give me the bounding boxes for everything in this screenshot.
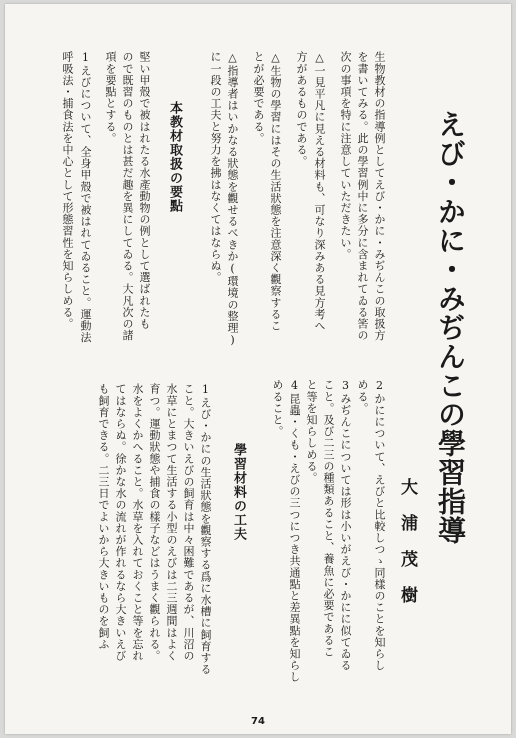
materials-line-1: 1えび・かにの生活狀態を觀察する爲に水槽に飼育する xyxy=(199,383,212,675)
intro-line-5: 方があるものである。 xyxy=(295,51,308,167)
key-points-line-1: 堅い甲殼で被はれたる水產動物の例として選ばれたも xyxy=(138,51,151,330)
page-number: 74 xyxy=(251,716,265,727)
author-name: 大浦茂樹 xyxy=(397,478,417,622)
intro-line-6: △生物の學習にはその生活狀態を注意深く觀察するこ xyxy=(269,51,282,332)
key-points-line-5: 呼吸法・捕食法を中心として形態習性を知らしめる。 xyxy=(61,51,74,330)
points-continued-7: めること。 xyxy=(271,379,284,437)
key-points-line-4: 1えびについて、全身甲殼で被はれてゐること。運動法 xyxy=(79,51,92,343)
materials-line-6: てはならぬ。徐かな水の流れが作れるなら大きいえび xyxy=(114,383,127,662)
points-continued-1: 2かにについて、えびと比較しつゝ同樣のことを知らし xyxy=(373,379,386,671)
points-continued-4: こと。及び二三の種類あること、養魚に必要であるこ xyxy=(322,379,335,658)
section-heading-key-points: 本教材取扱の要點 xyxy=(167,101,182,213)
intro-line-3: 次の事項を特に注意していただきたい。 xyxy=(339,51,352,260)
intro-line-4: △一見平凡に見える材料も、可なり深みある見方考へ xyxy=(313,51,326,332)
intro-line-8: △指導者はいかなる狀態を觀せるべきか(環境の整理) xyxy=(226,51,239,347)
key-points-line-2: ので既習のものとは甚だ趣を異にしてゐる。大凡次の諸 xyxy=(121,51,134,341)
intro-line-9: に一段の工夫と努力を拂はなくてはならぬ。 xyxy=(209,51,222,283)
article-title: えび・かに・みぢんこの學習指導 xyxy=(434,110,467,545)
intro-line-2: を書いてみる。此の學習例中に多分に含まれてゐる筈の xyxy=(356,51,369,341)
materials-line-7: も飼育できる。二三日でよいから大きいものを飼ふ xyxy=(97,383,110,650)
key-points-line-3: 項を要點とする。 xyxy=(104,51,117,144)
materials-line-3: 水草にとまつて生活する小型のえびは二三週間はよく xyxy=(165,383,178,662)
points-continued-6: 4昆蟲・くも・えびの三つにつき共通點と差異點を知らし xyxy=(288,379,301,683)
materials-line-2: こと。大きいえびの飼育は中々困難であるが、川沼の xyxy=(182,383,195,662)
materials-line-4: 育つ。運動狀態や捕食の樣子などはうまく觀られる。 xyxy=(148,383,161,662)
points-continued-3: 3みぢんこについては形は小いがえび・かにに似てゐる xyxy=(339,379,352,671)
materials-line-5: 水をよくかへること。水草を入れておくこと等を忘れ xyxy=(131,383,144,662)
points-continued-2: める。 xyxy=(356,379,369,414)
intro-line-1: 生物教材の指導例としてえび・かに・みぢんこの取扱方 xyxy=(373,51,386,341)
section-heading-materials: 學習材料の工夫 xyxy=(231,443,246,541)
intro-line-7: とが必要である。 xyxy=(252,51,265,144)
points-continued-5: と等を知らしめる。 xyxy=(305,379,318,484)
